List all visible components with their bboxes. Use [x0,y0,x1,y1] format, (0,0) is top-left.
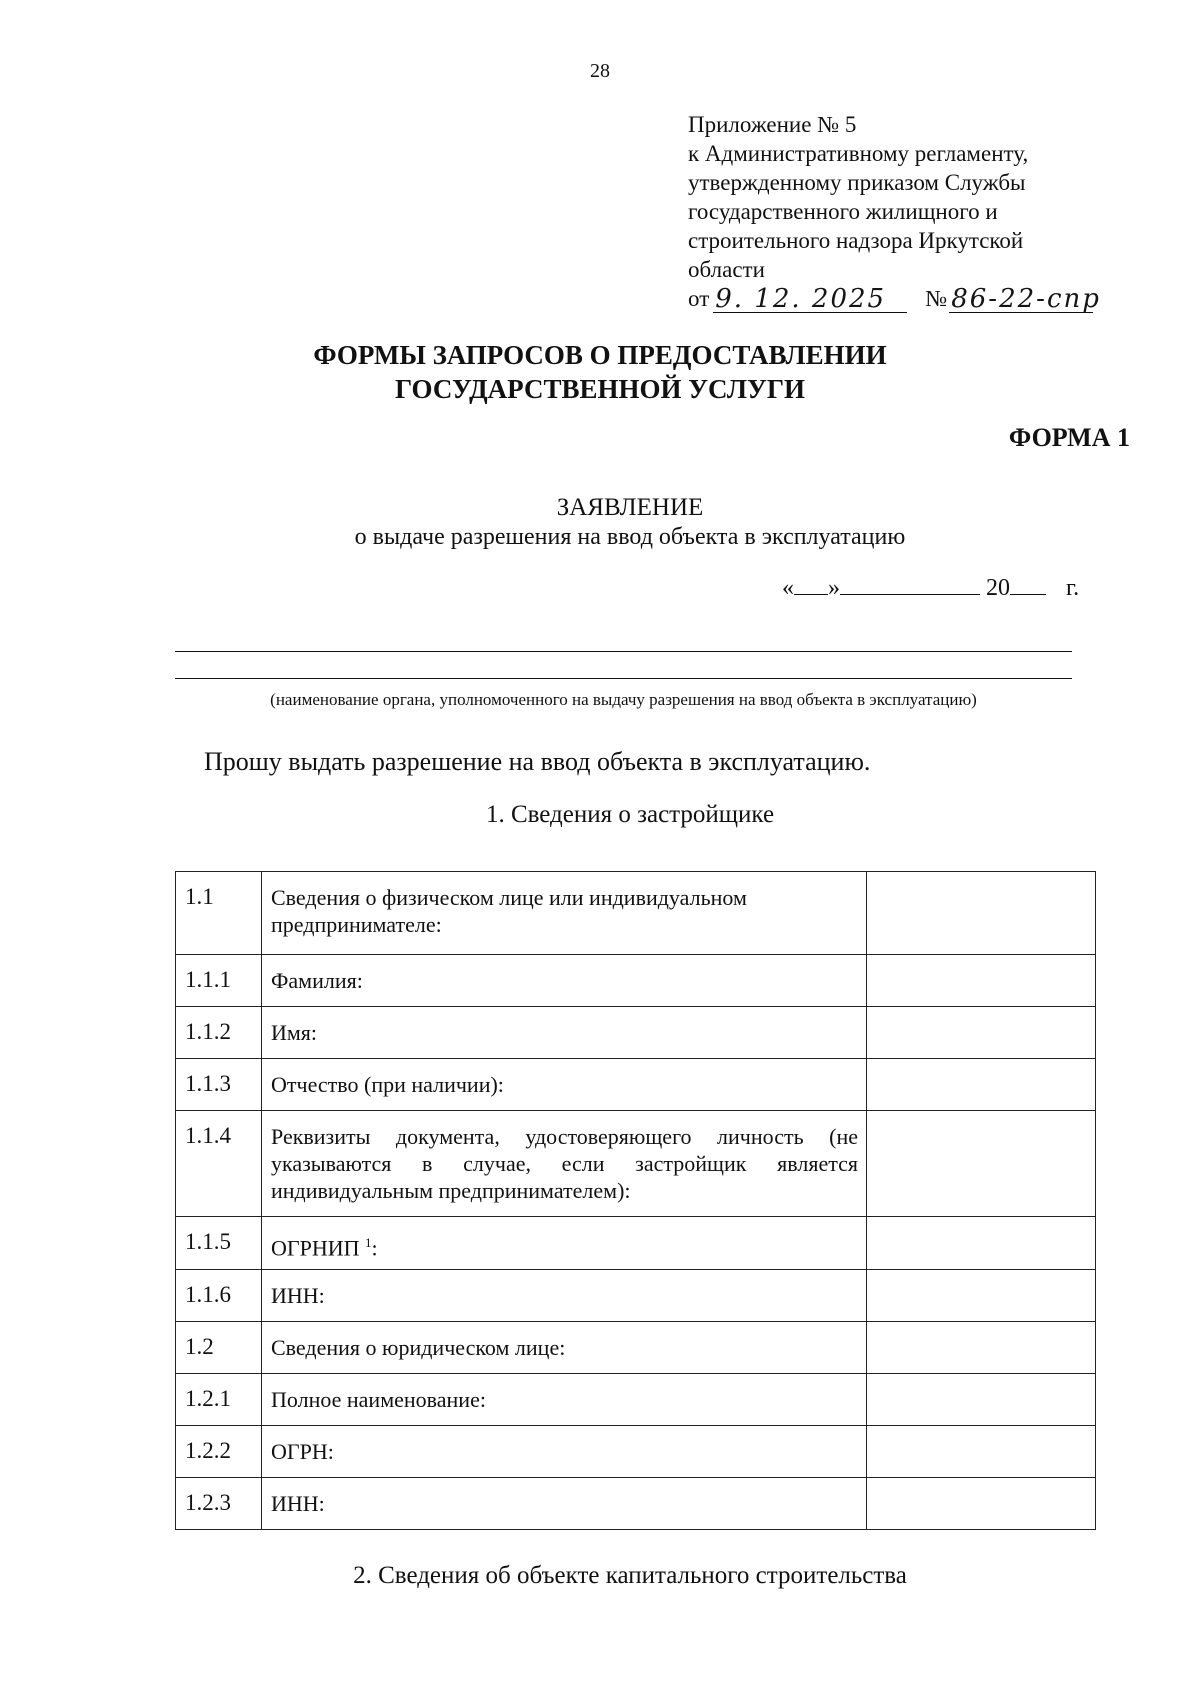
handwritten-date: 9. 12. 2025 [713,286,907,313]
row-label: Фамилия: [262,955,867,1007]
value-cell[interactable] [867,1374,1096,1426]
year-suffix: г. [1066,575,1080,601]
table-row [176,1322,1096,1374]
row-label: Сведения о физическом лице или индивидуальном предпринимателе: [262,872,867,955]
row-label: ОГРН: [262,1426,867,1478]
page-number: 28 [590,60,610,82]
table-row [176,1111,1096,1217]
row-number: 1.1.6 [176,1270,262,1322]
handwritten-order-number: 86-22-спр [951,284,1101,314]
row-label: Реквизиты документа, удостоверяющего личность (не указываются в случае, если застройщик является индивидуальным предпринимателем): [262,1111,867,1217]
appendix-block [688,110,1168,313]
day-blank[interactable] [794,574,828,595]
table-row [176,1217,1096,1270]
value-cell[interactable] [867,955,1096,1007]
open-quote: « [782,575,794,601]
value-cell[interactable] [867,1426,1096,1478]
table-row [176,1374,1096,1426]
month-blank[interactable] [840,574,980,595]
request-text: Прошу выдать разрешение на ввод объекта в эксплуатацию. [204,747,871,776]
appendix-line: государственного жилищного и [688,199,998,224]
row-number: 1.1.2 [176,1007,262,1059]
form-label: ФОРМА 1 [1008,423,1130,452]
appendix-line: к Административному регламенту, [688,141,1029,166]
row-number: 1.1.4 [176,1111,262,1217]
table-row [176,1478,1096,1530]
number-prefix: № [925,286,948,311]
close-quote: » [828,575,840,601]
label-colon: : [371,1235,378,1261]
appendix-line: строительного надзора Иркутской [688,228,1024,253]
authority-line-1[interactable] [175,651,1072,652]
row-label: Имя: [262,1007,867,1059]
ogrnip-label: ОГРНИП [271,1235,360,1261]
authority-line-2[interactable] [175,678,1072,679]
authority-caption: (наименование органа, уполномоченного на выдачу разрешения на ввод объекта в эксплуатацию) [270,690,977,709]
value-cell[interactable] [867,1322,1096,1374]
row-label: Полное наименование: [262,1374,867,1426]
row-number: 1.1.5 [176,1217,262,1270]
appendix-line: области [688,257,765,282]
row-label: ИНН: [262,1270,867,1322]
appendix-line: Приложение № 5 [688,112,857,137]
table-row [176,955,1096,1007]
order-date-line [688,284,1168,313]
row-label: Сведения о юридическом лице: [262,1322,867,1374]
value-cell[interactable] [867,1111,1096,1217]
year-prefix: 20 [986,575,1010,601]
row-number: 1.2 [176,1322,262,1374]
table-row [176,1059,1096,1111]
value-cell[interactable] [867,1217,1096,1270]
title-line-2: ГОСУДАРСТВЕННОЙ УСЛУГИ [395,374,805,404]
date-field [782,574,1079,602]
section1-title: 1. Сведения о застройщике [485,801,775,828]
document-title [0,338,1200,406]
value-cell[interactable] [867,1270,1096,1322]
row-number: 1.1.1 [176,955,262,1007]
row-label: ИНН: [262,1478,867,1530]
table-row [176,1426,1096,1478]
statement-heading: ЗАЯВЛЕНИЕ [556,494,704,521]
row-number: 1.2.3 [176,1478,262,1530]
row-number: 1.2.1 [176,1374,262,1426]
developer-info-table [175,871,1096,1530]
value-cell[interactable] [867,1478,1096,1530]
year-blank[interactable] [1010,574,1046,595]
value-cell[interactable] [867,872,1096,955]
section2-title: 2. Сведения об объекте капитального строительства [353,1562,907,1589]
value-cell[interactable] [867,1007,1096,1059]
table-row [176,1270,1096,1322]
row-label-ogrnip [262,1217,867,1270]
date-prefix: от [688,286,710,311]
title-line-1: ФОРМЫ ЗАПРОСОВ О ПРЕДОСТАВЛЕНИИ [313,340,887,370]
appendix-line: утвержденному приказом Службы [688,170,1026,195]
statement-subheading: о выдаче разрешения на ввод объекта в эксплуатацию [354,524,906,550]
row-number: 1.1.3 [176,1059,262,1111]
table-row [176,1007,1096,1059]
footnote-mark: 1 [365,1235,372,1250]
value-cell[interactable] [867,1059,1096,1111]
row-label: Отчество (при наличии): [262,1059,867,1111]
row-number: 1.1 [176,872,262,955]
table-row [176,872,1096,955]
row-number: 1.2.2 [176,1426,262,1478]
